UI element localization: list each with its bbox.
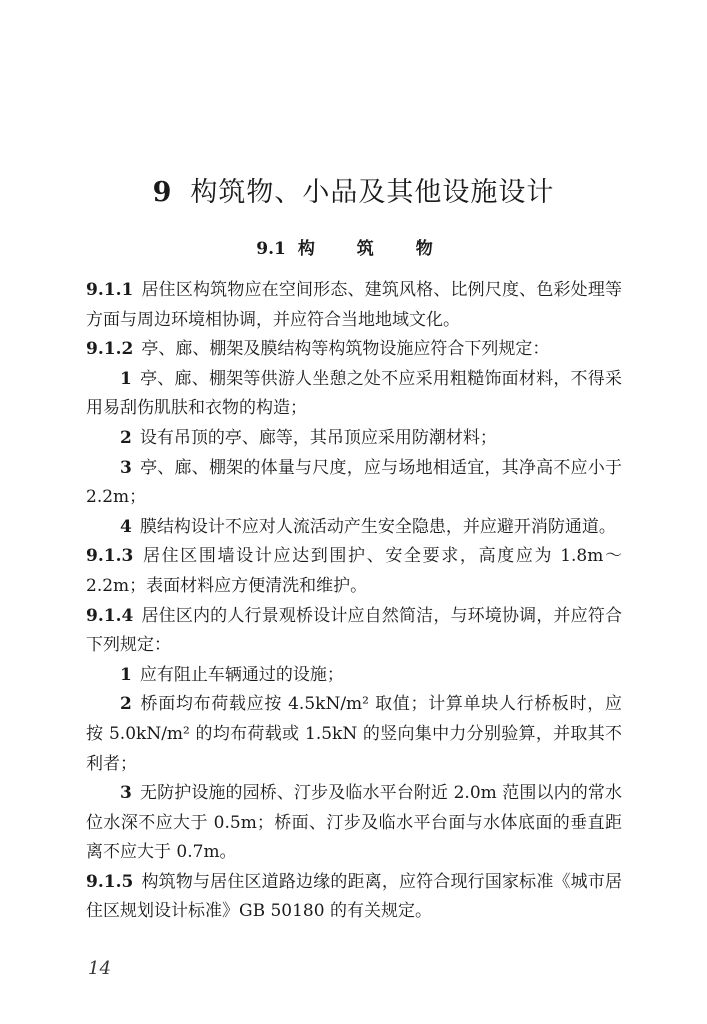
item-number: 2 (120, 427, 132, 448)
item-text: 亭、廊、棚架等供游人坐憩之处不应采用粗糙饰面材料，不得采用易刮伤肌肤和衣物的构造； (86, 368, 622, 419)
item-number: 3 (120, 783, 132, 804)
clause-text: 居住区围墙设计应达到围护、安全要求，高度应为 1.8m～2.2m；表面材料应方便清洗和维护。 (86, 546, 622, 596)
clause-9-1-2 (86, 335, 622, 365)
clause-9-1-1 (86, 276, 622, 335)
section-number: 9.1 (256, 239, 286, 259)
clause-number: 9.1.3 (86, 546, 134, 567)
item-number: 4 (120, 516, 132, 537)
item-9-1-2-4 (86, 513, 622, 543)
document-body (86, 276, 622, 927)
item-text: 无防护设施的园桥、汀步及临水平台附近 2.0m 范围以内的常水位水深不应大于 0.5m；桥面、汀步及临水平台面与水体底面的垂直距离不应大于 0.7m。 (86, 783, 622, 863)
clause-text: 亭、廊、棚架及膜结构等构筑物设施应符合下列规定： (141, 339, 550, 360)
item-text: 亭、廊、棚架的体量与尺度，应与场地相适宜，其净高不应小于 2.2m； (86, 457, 622, 508)
clause-number: 9.1.4 (86, 605, 134, 626)
item-9-1-4-2 (86, 690, 622, 779)
chapter-number: 9 (152, 177, 173, 208)
clause-9-1-3 (86, 542, 622, 601)
clause-text: 居住区构筑物应在空间形态、建筑风格、比例尺度、色彩处理等方面与周边环境相协调，并应符合当地地域文化。 (86, 280, 622, 330)
item-number: 3 (120, 457, 132, 478)
clause-text: 构筑物与居住区道路边缘的距离，应符合现行国家标准《城市居住区规划设计标准》GB 50180 的有关规定。 (86, 871, 622, 922)
clause-number: 9.1.5 (86, 871, 134, 892)
chapter-title (0, 170, 707, 209)
item-number: 1 (120, 664, 132, 685)
chapter-title-text: 构筑物、小品及其他设施设计 (190, 177, 555, 208)
clause-text: 居住区内的人行景观桥设计应自然简洁，与环境协调，并应符合下列规定： (86, 605, 622, 656)
section-title (0, 234, 707, 259)
clause-number: 9.1.2 (86, 339, 134, 360)
item-9-1-4-1 (86, 661, 622, 691)
page-number: 14 (88, 958, 111, 979)
item-9-1-2-1 (86, 365, 622, 424)
item-number: 2 (120, 694, 132, 715)
item-text: 桥面均布荷载应按 4.5kN/m² 取值；计算单块人行桥板时，应按 5.0kN/m² 的均布荷载或 1.5kN 的竖向集中力分别验算，并取其不利者； (86, 694, 622, 774)
clause-9-1-5 (86, 868, 622, 927)
item-text: 设有吊顶的亭、廊等，其吊顶应采用防潮材料； (139, 427, 497, 448)
section-title-text: 构 筑 物 (297, 239, 451, 259)
item-9-1-2-2 (86, 424, 622, 454)
item-9-1-4-3 (86, 779, 622, 868)
item-number: 1 (120, 368, 132, 389)
clause-number: 9.1.1 (86, 280, 134, 300)
item-text: 应有阻止车辆通过的设施； (139, 664, 344, 685)
clause-9-1-4 (86, 602, 622, 661)
item-9-1-2-3 (86, 454, 622, 513)
item-text: 膜结构设计不应对人流活动产生安全隐患，并应避开消防通道。 (139, 516, 616, 537)
